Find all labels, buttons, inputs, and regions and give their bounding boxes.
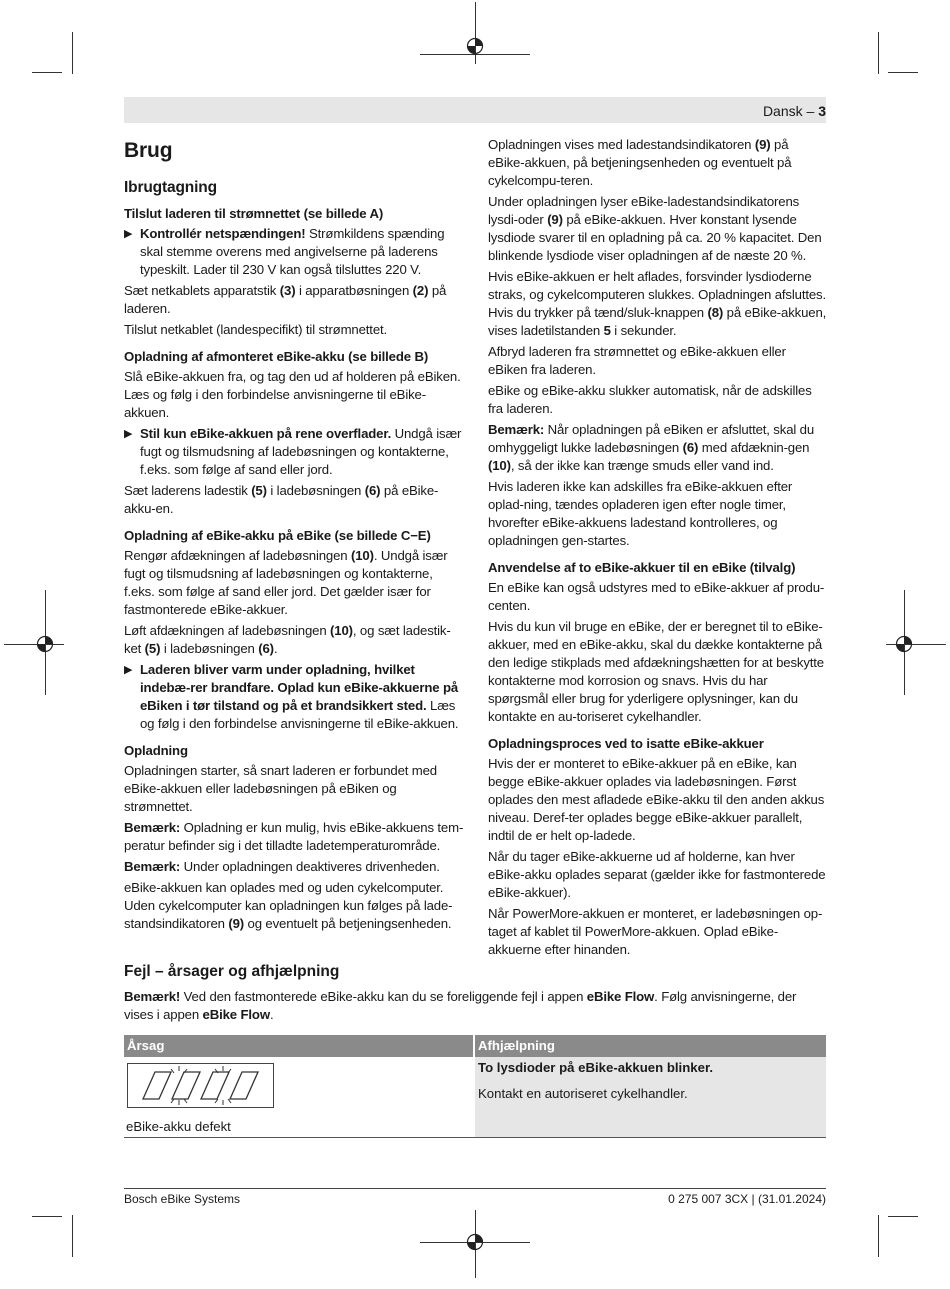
paragraph-heading: Opladning af afmonteret eBike-akku (se billede B) <box>124 349 429 364</box>
triangle-bullet-icon: ▶ <box>124 664 133 676</box>
warning-bullet <box>124 425 464 479</box>
table-header-cause: Årsag <box>124 1035 473 1057</box>
paragraph: Sæt netkablets apparatstik (3) i apparatbøsningen (2) på laderen. <box>124 283 447 316</box>
paragraph: Bemærk: Under opladningen deaktiveres drivenheden. <box>124 859 440 874</box>
paragraph: En eBike kan også udstyres med to eBike-akkuer af produ-centen. <box>488 580 825 613</box>
paragraph-heading: Anvendelse af to eBike-akkuer til en eBike (tilvalg) <box>488 560 796 575</box>
paragraph: Opladningen starter, så snart laderen er forbundet med eBike-akkuen eller ladebøsningen på eBiken og strømnettet. <box>124 763 437 814</box>
bullet-text: Undgå især fugt og tilsmudsning af ladebøsningen og kontakterne, f.eks. som følge af sand eller jord. <box>140 426 462 477</box>
paragraph: eBike og eBike-akku slukker automatisk, når de adskilles fra laderen. <box>488 383 812 416</box>
paragraph: Opladningen vises med ladestandsindikatoren (9) på eBike-akkuen, på betjeningsenheden og eventuelt på cykelcompu-teren. <box>488 137 792 188</box>
registration-mark-icon <box>36 635 54 653</box>
paragraph: eBike-akkuen kan oplades med og uden cykelcomputer. Uden cykelcomputer kan opladningen kun følges på lade-standsindikatoren (9) og eventuelt på betjeningsenheden. <box>124 880 453 931</box>
paragraph: Hvis du kun vil bruge en eBike, der er beregnet til to eBike-akkuer, med en eBike-akku, skal du dække kontakterne på den ledige stikplads med afdækningshætten for at beskytte kontakterne mod korrosion og snavs. Hvis du har spørgsmål eller brug for yderligere oplysninger, kan du kontakte en au-toriseret cykelhandler. <box>488 619 824 724</box>
bullet-text: Strømkildens spænding skal stemme overens med angivelserne på laderens typeskilt. Lader til 230 V kan også tilsluttes 220 V. <box>140 226 445 277</box>
paragraph: Hvis laderen ikke kan adskilles fra eBike-akkuen efter oplad-ning, tændes opladeren igen efter nogle timer, hvorefter eBike-akkuens ladestand kontrolleres, og opladningen gen-startes. <box>488 479 793 548</box>
warning-bullet <box>124 225 464 279</box>
footer-doc-number: 0 275 007 3CX | (31.01.2024) <box>668 1192 826 1206</box>
paragraph-heading: Opladning <box>124 743 188 758</box>
registration-mark-icon <box>895 635 913 653</box>
faults-note: Bemærk! Ved den fastmonterede eBike-akku kan du se foreliggende fejl i appen eBike Flow. Følg anvisningerne, der vises i appen eBike Flow. <box>124 989 797 1022</box>
paragraph: Under opladningen lyser eBike-ladestandsindikatorens lysdi-oder (9) på eBike-akkuen. Hver konstant lysende lysdiode svarer til en opladning på ca. 20 % kapacitet. Den blinkende lysdiode viser opladningen af de næste 20 %. <box>488 194 822 263</box>
registration-mark-icon <box>466 37 484 55</box>
paragraph: Afbryd laderen fra strømnettet og eBike-akkuen eller eBiken fra laderen. <box>488 344 786 377</box>
paragraph-heading: Tilslut laderen til strømnettet (se billede A) <box>124 206 384 221</box>
bullet-bold: Stil kun eBike-akkuen på rene overflader. <box>140 426 392 441</box>
paragraph-heading: Opladningsproces ved to isatte eBike-akkuer <box>488 736 764 751</box>
paragraph: Hvis der er monteret to eBike-akkuer på en eBike, kan begge eBike-akkuer oplades via ladebøsningen. Først oplades den mest afladede eBike-akku til den anden akkus niveau. Deref-ter oplades begge eBike-akkuer parallelt, indtil de er helt op-ladede. <box>488 756 825 843</box>
registration-mark-icon <box>466 1233 484 1251</box>
bullet-bold: Kontrollér netspændingen! <box>140 226 306 241</box>
section-heading: Brug <box>124 139 173 162</box>
header-language: Dansk <box>762 103 803 119</box>
subsection-heading: Ibrugtagning <box>124 179 217 196</box>
paragraph-heading: Opladning af eBike-akku på eBike (se billede C−E) <box>124 528 431 543</box>
footer-company: Bosch eBike Systems <box>124 1192 241 1206</box>
battery-led-icon <box>127 1063 274 1108</box>
table-bottom-rule <box>124 1137 826 1138</box>
remedy-title: To lysdioder på eBike-akkuen blinker. <box>478 1060 714 1075</box>
faults-heading: Fejl – årsager og afhjælpning <box>124 963 340 980</box>
paragraph: Hvis eBike-akkuen er helt aflades, forsvinder lysdioderne straks, og cykelcomputeren slukkes. Opladningen afsluttes. Hvis du trykker på tænd/sluk-knappen (8) på eBike-akkuen, vises ladetilstanden 5 i sekunder. <box>488 269 827 338</box>
table-header-remedy: Afhjælpning <box>475 1035 826 1057</box>
footer-rule <box>124 1188 826 1189</box>
bullet-bold: Laderen bliver varm under opladning, hvilket indebæ-rer brandfare. Oplad kun eBike-akkuerne på eBiken i tør tilstand og på et brandsikkert sted. <box>140 662 459 713</box>
right-column <box>488 136 828 962</box>
remedy-text: Kontakt en autoriseret cykelhandler. <box>478 1086 688 1101</box>
header-separator: – <box>806 103 815 119</box>
paragraph: Sæt laderens ladestik (5) i ladebøsningen (6) på eBike-akku-en. <box>124 483 439 516</box>
page-number: 3 <box>818 103 826 119</box>
running-header <box>763 103 826 119</box>
paragraph: Bemærk: Opladning er kun mulig, hvis eBike-akkuens tem-peratur befinder sig i det tilladte ladetemperaturområde. <box>124 820 464 853</box>
paragraph: Bemærk: Når opladningen på eBiken er afsluttet, skal du omhyggeligt lukke ladebøsningen (6) med afdæknin-gen (10), så der ikke kan trænge smuds eller vand ind. <box>488 422 815 473</box>
table-cell-cause: eBike-akku defekt <box>126 1119 231 1134</box>
paragraph: Når du tager eBike-akkuerne ud af holderne, kan hver eBike-akku oplades separat (gælder ikke for fastmonterede eBike-akkuer). <box>488 849 826 900</box>
warning-bullet <box>124 661 464 733</box>
triangle-bullet-icon: ▶ <box>124 428 133 440</box>
paragraph: Løft afdækningen af ladebøsningen (10), og sæt ladestik-ket (5) i ladebøsningen (6). <box>124 623 451 656</box>
paragraph: Tilslut netkablet (landespecifikt) til strømnettet. <box>124 322 388 337</box>
faults-table <box>124 1035 826 1139</box>
left-column <box>124 136 464 936</box>
bullet-text: Læs og følg i den forbindelse anvisningerne til eBike-akkuen. <box>140 698 459 731</box>
paragraph: Når PowerMore-akkuen er monteret, er ladebøsningen op-taget af kablet til PowerMore-akkuen. Oplad eBike-akkuerne efter hinanden. <box>488 906 823 957</box>
triangle-bullet-icon: ▶ <box>124 228 133 240</box>
header-bar <box>124 97 826 123</box>
paragraph: Slå eBike-akkuen fra, og tag den ud af holderen på eBiken. Læs og følg i den forbindelse anvisningerne til eBike-akkuen. <box>124 369 461 420</box>
paragraph: Rengør afdækningen af ladebøsningen (10). Undgå især fugt og tilsmudsning af ladebøsningen og kontakterne, f.eks. som følge af sand eller jord. Det gælder især for fastmonterede eBike-akkuer. <box>124 548 448 617</box>
